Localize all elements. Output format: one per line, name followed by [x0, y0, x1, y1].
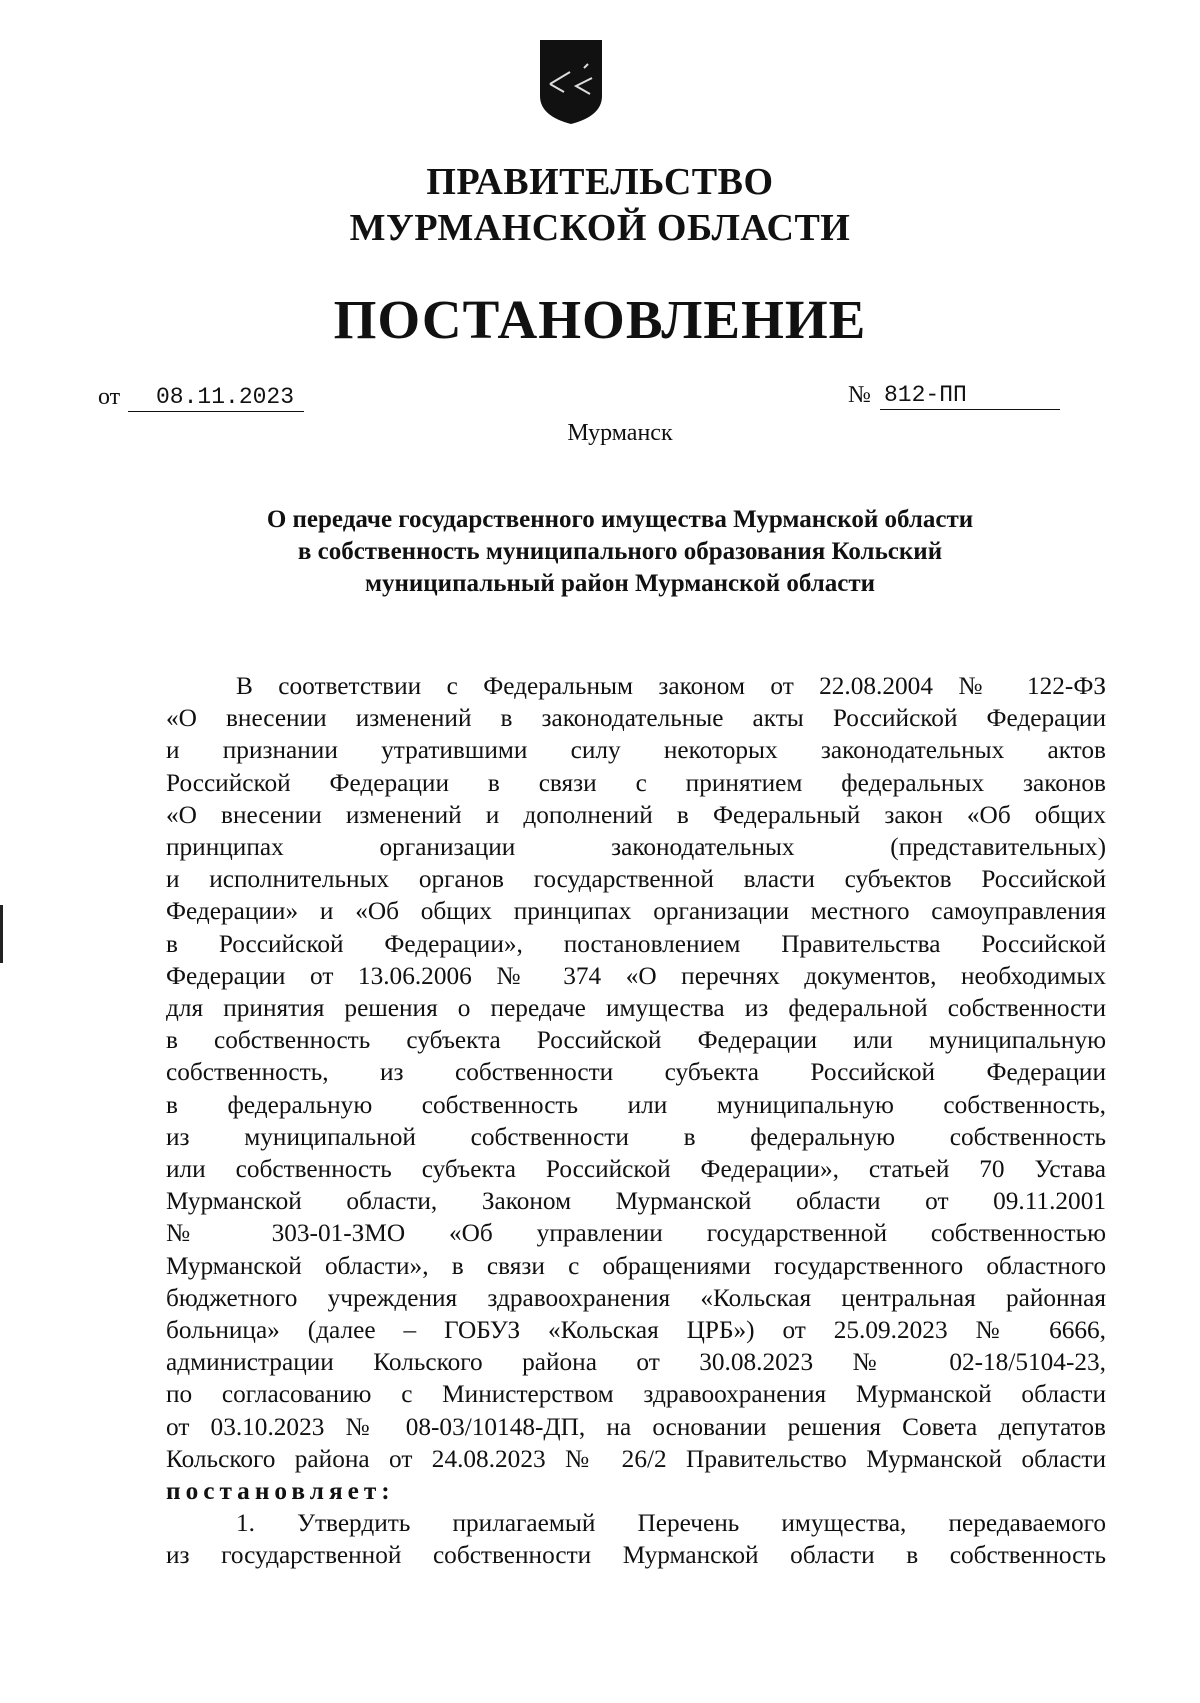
- body-line: Российской Федерации в связи с принятием федеральных законов: [166, 768, 1106, 797]
- body-line: в собственность субъекта Российской Федерации или муниципальную: [166, 1026, 1106, 1055]
- document-body: [166, 670, 1106, 1572]
- body-line: администрации Кольского района от 30.08.2023 № 02-18/5104-23,: [166, 1348, 1106, 1377]
- body-line: или собственность субъекта Российской Федерации», статьей 70 Устава: [166, 1155, 1106, 1184]
- body-line: № 303-01-ЗМО «Об управлении государственной собственностью: [166, 1219, 1106, 1248]
- body-line: «О внесении изменений и дополнений в Федеральный закон «Об общих: [166, 800, 1106, 829]
- subject-line: О передаче государственного имущества Мурманской области: [266, 506, 974, 533]
- coat-of-arms-emblem: [536, 38, 606, 126]
- body-line: Федерации от 13.06.2006 № 374 «О перечнях документов, необходимых: [166, 961, 1106, 990]
- city-name: Мурманск: [567, 420, 673, 446]
- body-line: принципах организации законодательных (представительных): [166, 833, 1106, 862]
- body-line: Мурманской области», в связи с обращениями государственного областного: [166, 1251, 1106, 1280]
- body-line: из муниципальной собственности в федеральную собственность: [166, 1122, 1106, 1151]
- subject-line: в собственность муниципального образования Кольский: [297, 538, 943, 565]
- body-line: Кольского района от 24.08.2023 № 26/2 Правительство Мурманской области: [166, 1444, 1106, 1473]
- body-line: в Российской Федерации», постановлением Правительства Российской: [166, 929, 1106, 958]
- document-number: 812-ПП: [880, 380, 1060, 410]
- document-date: 08.11.2023: [128, 382, 304, 412]
- body-line: и исполнительных органов государственной власти субъектов Российской: [166, 865, 1106, 894]
- body-line: в федеральную собственность или муниципальную собственность,: [166, 1090, 1106, 1119]
- body-line: для принятия решения о передаче имущества из федеральной собственности: [166, 994, 1106, 1023]
- body-line: Федерации» и «Об общих принципах организации местного самоуправления: [166, 897, 1106, 926]
- document-subject: [150, 504, 1090, 600]
- body-line: и признании утратившими силу некоторых законодательных актов: [166, 736, 1106, 765]
- item1-line: 1. Утвердить прилагаемый Перечень имущества, передаваемого: [236, 1509, 1106, 1538]
- body-line: от 03.10.2023 № 08-03/10148-ДП, на основании решения Совета депутатов: [166, 1412, 1106, 1441]
- document-type-title: ПОСТАНОВЛЕНИЕ: [333, 289, 867, 350]
- body-line: бюджетного учреждения здравоохранения «Кольская центральная районная: [166, 1283, 1106, 1312]
- body-line: больница» (далее – ГОБУЗ «Кольская ЦРБ») от 25.09.2023 № 6666,: [166, 1316, 1106, 1345]
- resolves-word: постановляет:: [166, 1477, 395, 1506]
- subject-line: муниципальный район Мурманской области: [364, 570, 876, 597]
- date-prefix: от: [98, 384, 121, 410]
- government-title-line1: ПРАВИТЕЛЬСТВО: [426, 161, 774, 203]
- body-line: «О внесении изменений в законодательные акты Российской Федерации: [166, 704, 1106, 733]
- item1-line: из государственной собственности Мурманской области в собственность: [166, 1541, 1106, 1570]
- body-line: Мурманской области, Законом Мурманской области от 09.11.2001: [166, 1187, 1106, 1216]
- government-title-line2: МУРМАНСКОЙ ОБЛАСТИ: [349, 207, 851, 249]
- body-line: по согласованию с Министерством здравоохранения Мурманской области: [166, 1380, 1106, 1409]
- body-line: собственность, из собственности субъекта Российской Федерации: [166, 1058, 1106, 1087]
- scan-margin-mark: [0, 905, 3, 963]
- body-line: В соответствии с Федеральным законом от 22.08.2004 № 122-ФЗ: [236, 672, 1106, 700]
- number-prefix: №: [848, 382, 871, 408]
